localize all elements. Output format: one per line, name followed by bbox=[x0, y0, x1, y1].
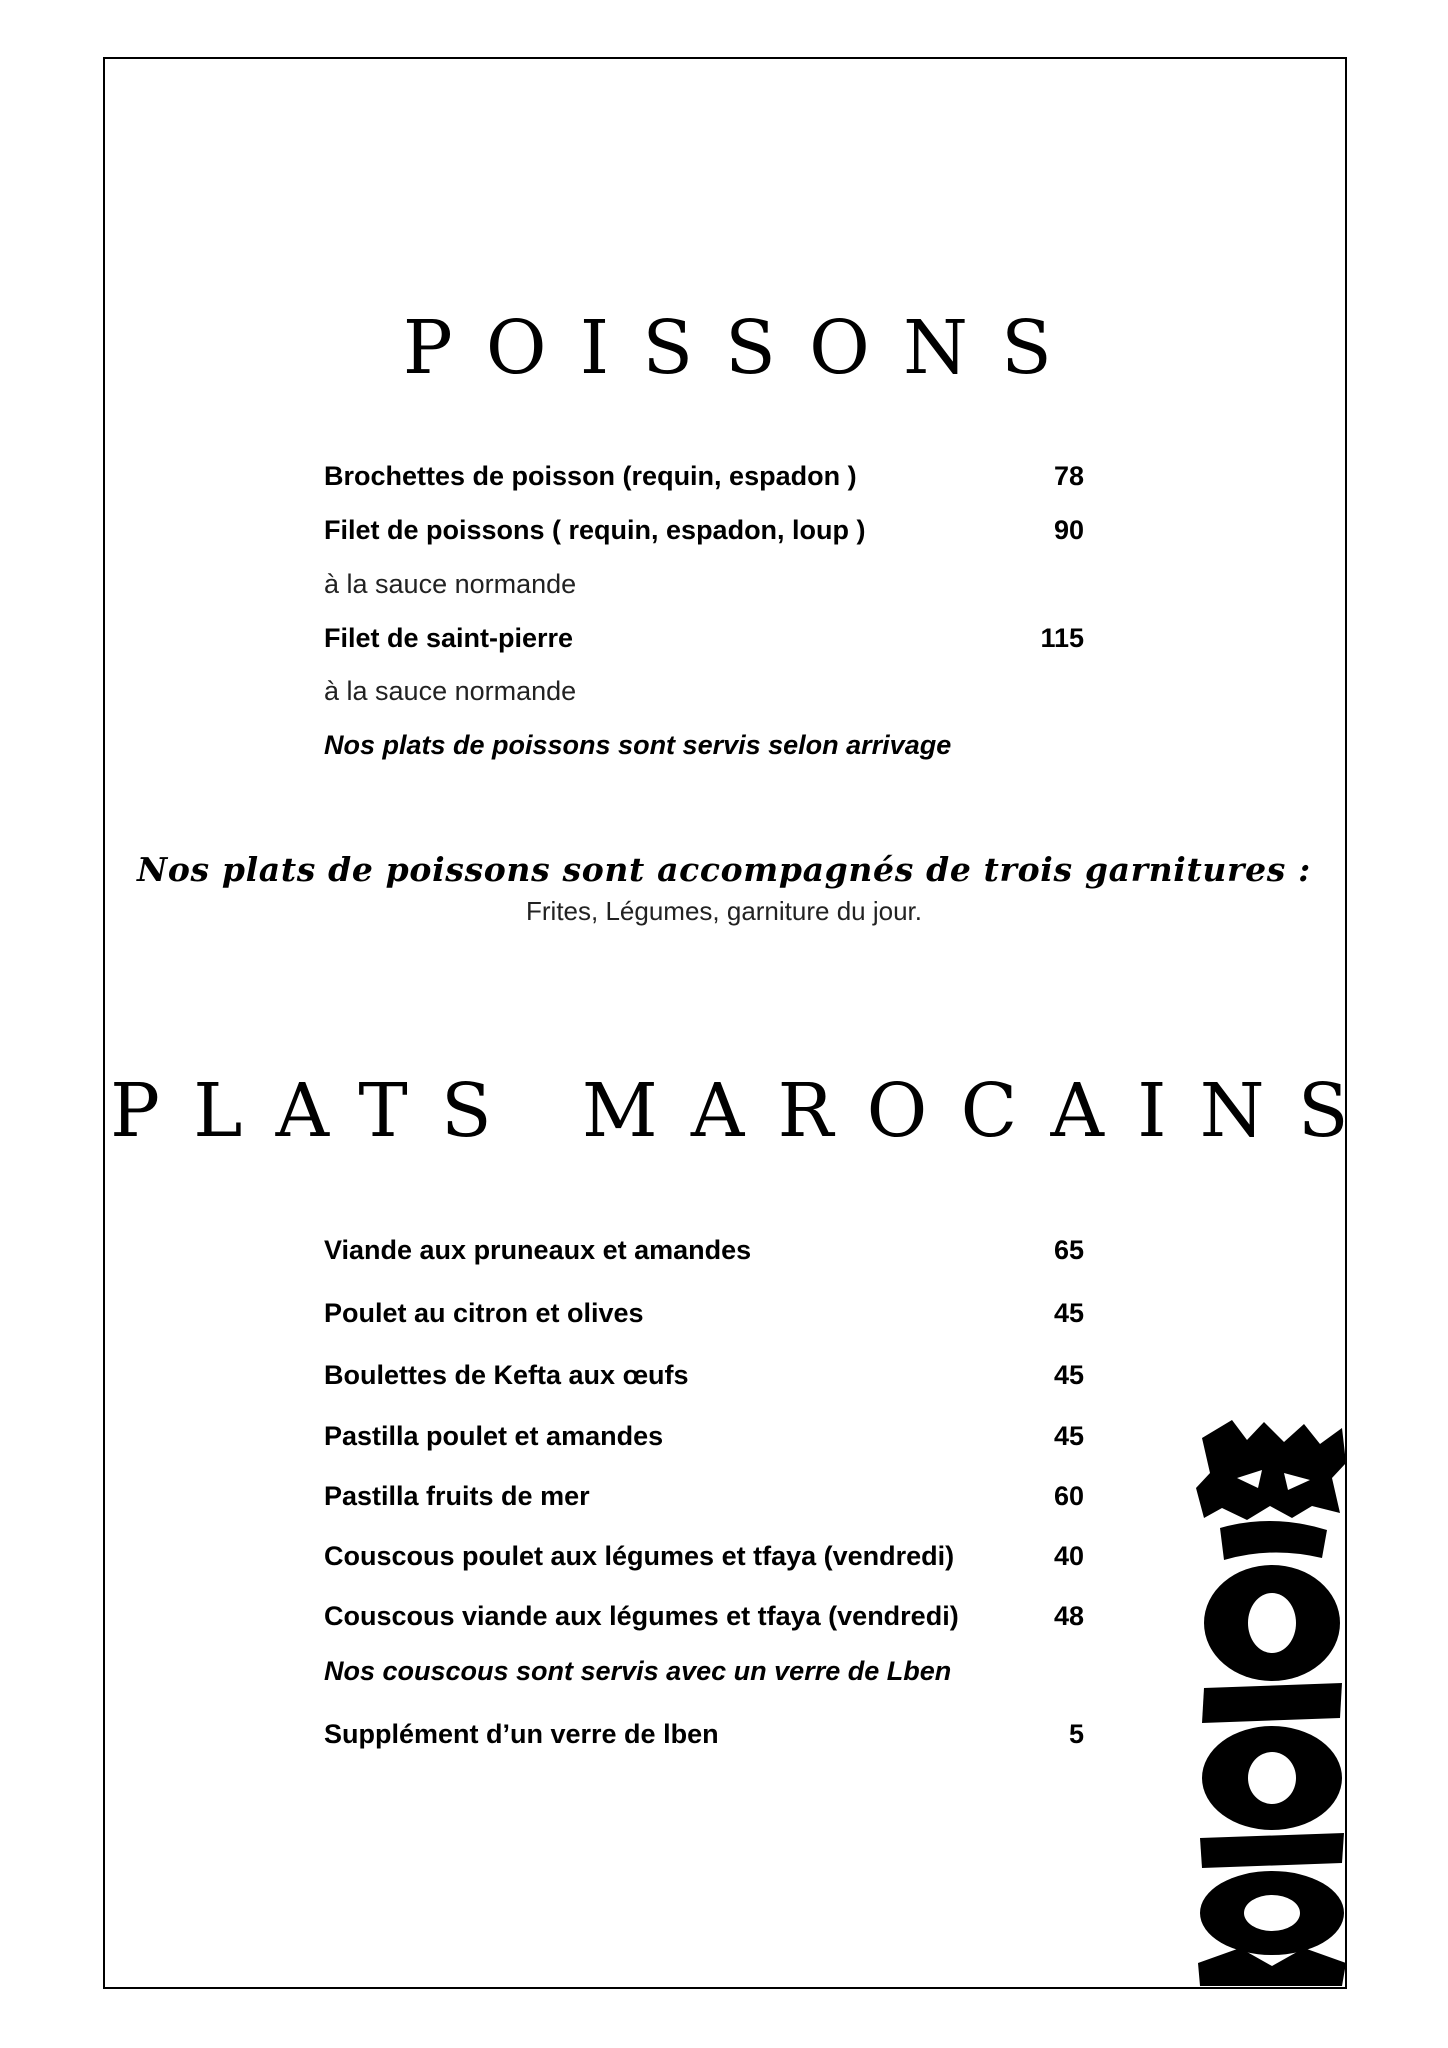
item-name: Couscous poulet aux légumes et tfaya (vendredi) bbox=[324, 1541, 955, 1571]
item-name: Filet de saint-pierre bbox=[324, 623, 574, 653]
item-description: à la sauce normande bbox=[324, 676, 577, 706]
menu-item bbox=[324, 1295, 1084, 1331]
menu-item-description bbox=[324, 673, 1084, 709]
menu-item bbox=[324, 1716, 1084, 1752]
item-name: Poulet au citron et olives bbox=[324, 1298, 644, 1328]
item-price: 5 bbox=[1068, 1719, 1084, 1749]
menu-item-description bbox=[324, 566, 1084, 602]
poissons-note bbox=[324, 727, 1084, 763]
item-name: Couscous viande aux légumes et tfaya (vendredi) bbox=[324, 1601, 959, 1631]
menu-item bbox=[324, 1538, 1084, 1574]
menu-item bbox=[324, 1598, 1084, 1634]
item-price: 115 bbox=[1040, 623, 1084, 653]
item-name: Filet de poissons ( requin, espadon, loup ) bbox=[324, 515, 866, 545]
item-price: 90 bbox=[1053, 515, 1084, 545]
menu-item bbox=[324, 1232, 1084, 1268]
section-title-marocains: PLATS MAROCAINS bbox=[110, 1068, 1382, 1154]
accompaniment-line: Nos plats de poissons sont accompagnés de trois garnitures : bbox=[137, 850, 1311, 889]
item-price: 45 bbox=[1053, 1360, 1084, 1390]
item-price: 60 bbox=[1053, 1481, 1084, 1511]
marocains-note bbox=[324, 1653, 1084, 1689]
menu-item bbox=[324, 1418, 1084, 1454]
note-text: Nos plats de poissons sont servis selon arrivage bbox=[324, 730, 952, 760]
item-name: Boulettes de Kefta aux œufs bbox=[324, 1360, 689, 1390]
menu-item bbox=[324, 512, 1084, 548]
item-price: 45 bbox=[1053, 1421, 1084, 1451]
item-price: 48 bbox=[1053, 1601, 1084, 1631]
item-price: 78 bbox=[1053, 461, 1084, 491]
item-price: 65 bbox=[1053, 1235, 1084, 1265]
item-name: Supplément d’un verre de lben bbox=[324, 1719, 719, 1749]
menu-item bbox=[324, 458, 1084, 494]
item-price: 40 bbox=[1053, 1541, 1084, 1571]
item-price: 45 bbox=[1053, 1298, 1084, 1328]
item-name: Pastilla fruits de mer bbox=[324, 1481, 590, 1511]
menu-item bbox=[324, 1478, 1084, 1514]
item-name: Brochettes de poisson (requin, espadon ) bbox=[324, 461, 857, 491]
menu-item bbox=[324, 620, 1084, 656]
item-name: Pastilla poulet et amandes bbox=[324, 1421, 664, 1451]
note-text: Nos couscous sont servis avec un verre de Lben bbox=[324, 1656, 952, 1686]
menu-item bbox=[324, 1357, 1084, 1393]
item-description: à la sauce normande bbox=[324, 569, 577, 599]
item-name: Viande aux pruneaux et amandes bbox=[324, 1235, 752, 1265]
section-title-poissons: POISSONS bbox=[402, 305, 1086, 391]
sides-line: Frites, Légumes, garniture du jour. bbox=[526, 896, 922, 926]
tribal-ornament-icon bbox=[1192, 1418, 1350, 1988]
